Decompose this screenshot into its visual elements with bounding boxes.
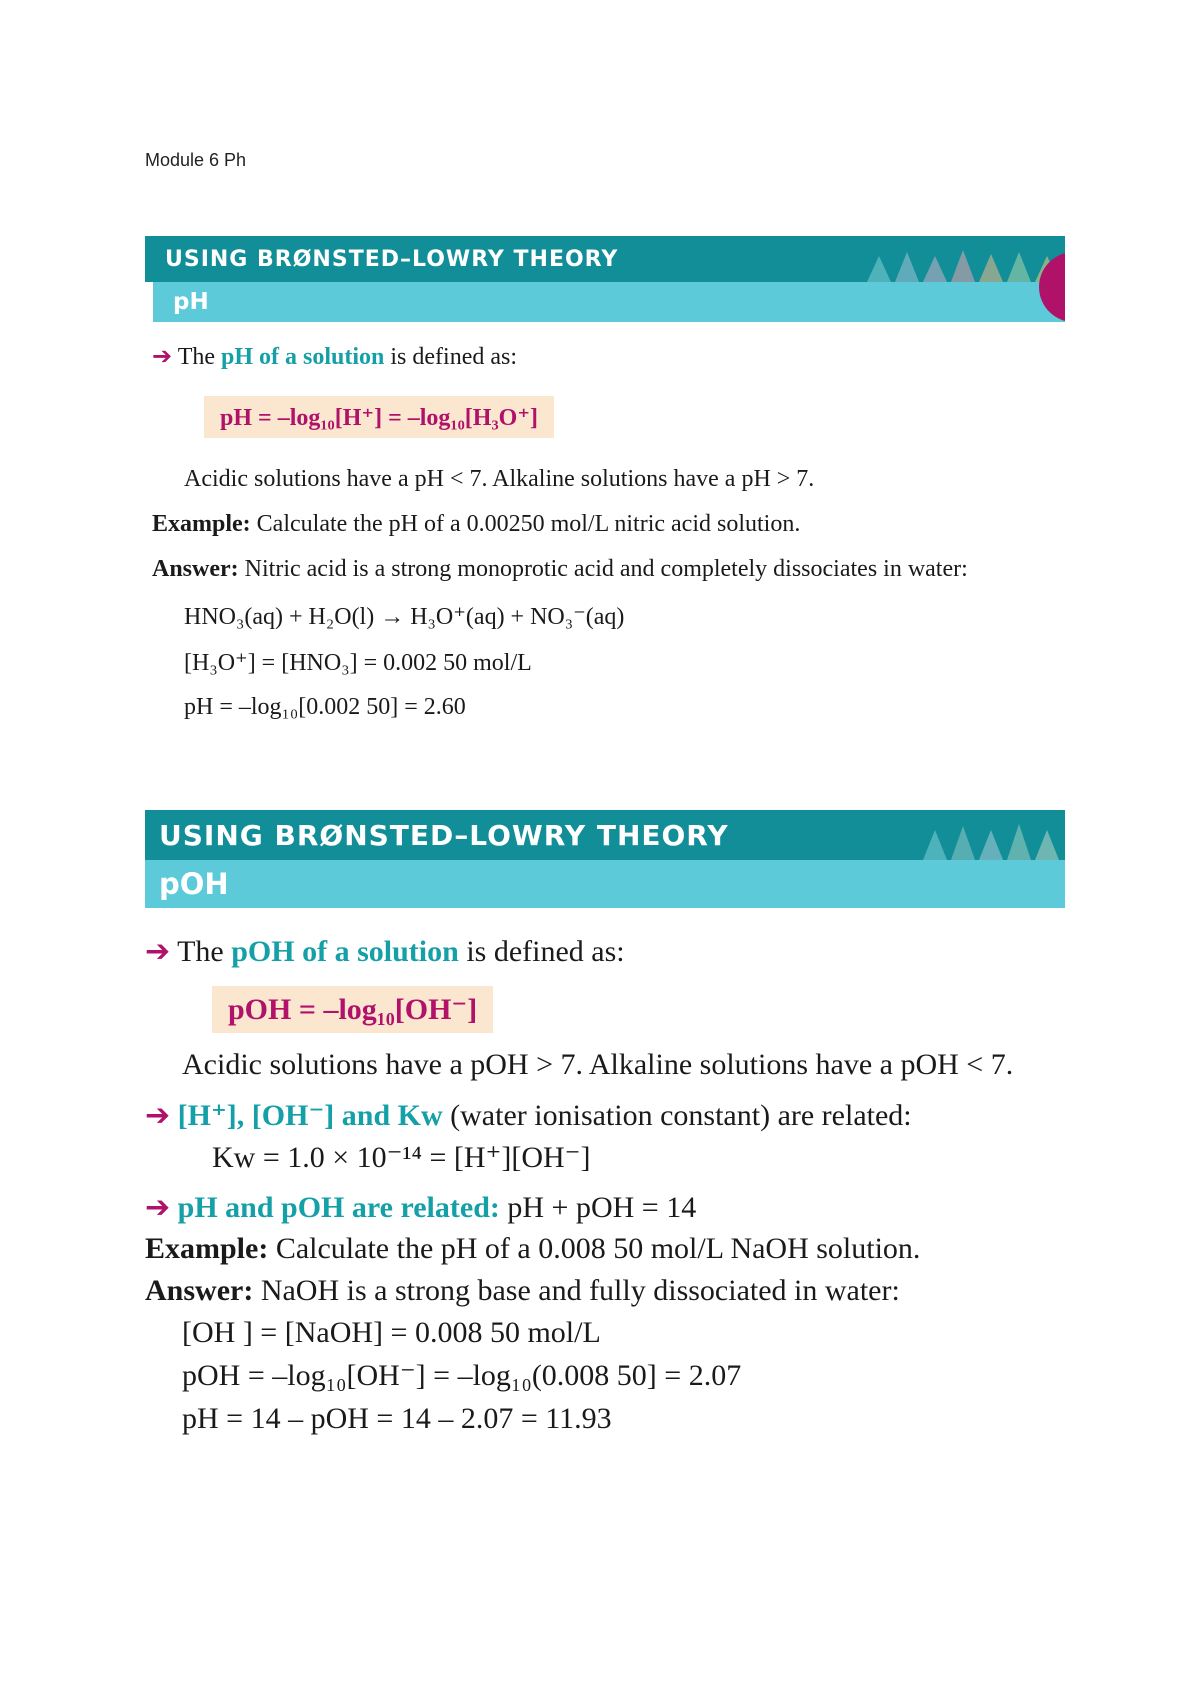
ph-definition-line xyxy=(152,342,517,371)
section-banner-ph xyxy=(145,236,1065,322)
intro-term: pOH of a solution xyxy=(231,935,459,968)
arrow-right-icon: ➔ xyxy=(145,934,171,969)
intro-the: The xyxy=(177,935,224,968)
answer-label: Answer: xyxy=(145,1274,254,1307)
section-banner-poh xyxy=(145,810,1065,908)
answer-label: Answer: xyxy=(152,556,239,582)
example-line-2 xyxy=(145,1232,920,1266)
relate-eq: pH + pOH = 14 xyxy=(507,1191,697,1224)
equation-2: pOH = –log₁₀[OH⁻] = –log₁₀(0.008 50] = 2.07 xyxy=(182,1359,742,1392)
intro-rest: is defined as: xyxy=(390,344,518,370)
poh-formula: pOH = –log₁₀[OH⁻] xyxy=(212,986,493,1033)
banner-title-text: USING BRØNSTED–LOWRY THEORY xyxy=(159,818,729,852)
kw-term: [H⁺], [OH⁻] and Kw xyxy=(177,1099,443,1132)
example-line-1 xyxy=(152,511,800,538)
equation-1: HNO₃(aq) + H₂O(l) → H₃O⁺(aq) + NO₃⁻(aq) xyxy=(184,604,625,630)
example-label: Example: xyxy=(152,511,251,537)
equation-3: pH = 14 – pOH = 14 – 2.07 = 11.93 xyxy=(182,1402,612,1435)
banner-title xyxy=(145,236,1065,282)
relate-term: pH and pOH are related: xyxy=(177,1191,500,1224)
equation-1: [OH ] = [NaOH] = 0.008 50 mol/L xyxy=(182,1316,601,1349)
example-text: Calculate the pH of a 0.00250 mol/L nitric acid solution. xyxy=(256,511,801,537)
arrow-right-icon: ➔ xyxy=(152,342,173,370)
ph-formula: pH = –log₁₀[H⁺] = –log₁₀[H₃O⁺] xyxy=(204,396,554,438)
kw-rest: (water ionisation constant) are related: xyxy=(450,1099,912,1132)
example-label: Example: xyxy=(145,1232,269,1265)
banner-subtitle xyxy=(153,282,1065,322)
banner-subtitle-text: pOH xyxy=(159,867,229,901)
kw-relation-line xyxy=(145,1098,912,1133)
banner-subtitle xyxy=(145,860,1065,908)
answer-line-1 xyxy=(152,556,968,583)
arrow-right-icon: ➔ xyxy=(145,1190,171,1225)
answer-line-2 xyxy=(145,1274,900,1308)
poh-definition-line xyxy=(145,934,625,969)
equation-3: pH = –log₁₀[0.002 50] = 2.60 xyxy=(184,694,466,720)
flask-icon xyxy=(923,810,1059,860)
example-text: Calculate the pH of a 0.008 50 mol/L NaOH solution. xyxy=(275,1232,921,1265)
arrow-right-icon: ➔ xyxy=(145,1098,171,1133)
banner-title-text: USING BRØNSTED–LOWRY THEORY xyxy=(165,246,619,272)
banner-subtitle-text: pH xyxy=(173,289,209,315)
intro-the: The xyxy=(177,344,215,370)
acid-alkaline-ph: Acidic solutions have a pH < 7. Alkaline solutions have a pH > 7. xyxy=(184,466,815,492)
banner-title xyxy=(145,810,1065,860)
intro-term: pH of a solution xyxy=(221,344,385,370)
ph-poh-relation-line xyxy=(145,1190,696,1225)
equation-2: [H₃O⁺] = [HNO₃] = 0.002 50 mol/L xyxy=(184,650,532,676)
answer-text: Nitric acid is a strong monoprotic acid and completely dissociates in water: xyxy=(244,556,968,582)
flask-icon xyxy=(867,236,1059,282)
answer-text: NaOH is a strong base and fully dissociated in water: xyxy=(260,1274,900,1307)
kw-equation: Kw = 1.0 × 10⁻¹⁴ = [H⁺][OH⁻] xyxy=(212,1141,591,1174)
page-header-label: Module 6 Ph xyxy=(145,150,247,170)
intro-rest: is defined as: xyxy=(466,935,625,968)
acid-alkaline-poh: Acidic solutions have a pOH > 7. Alkaline solutions have a pOH < 7. xyxy=(182,1048,1014,1081)
